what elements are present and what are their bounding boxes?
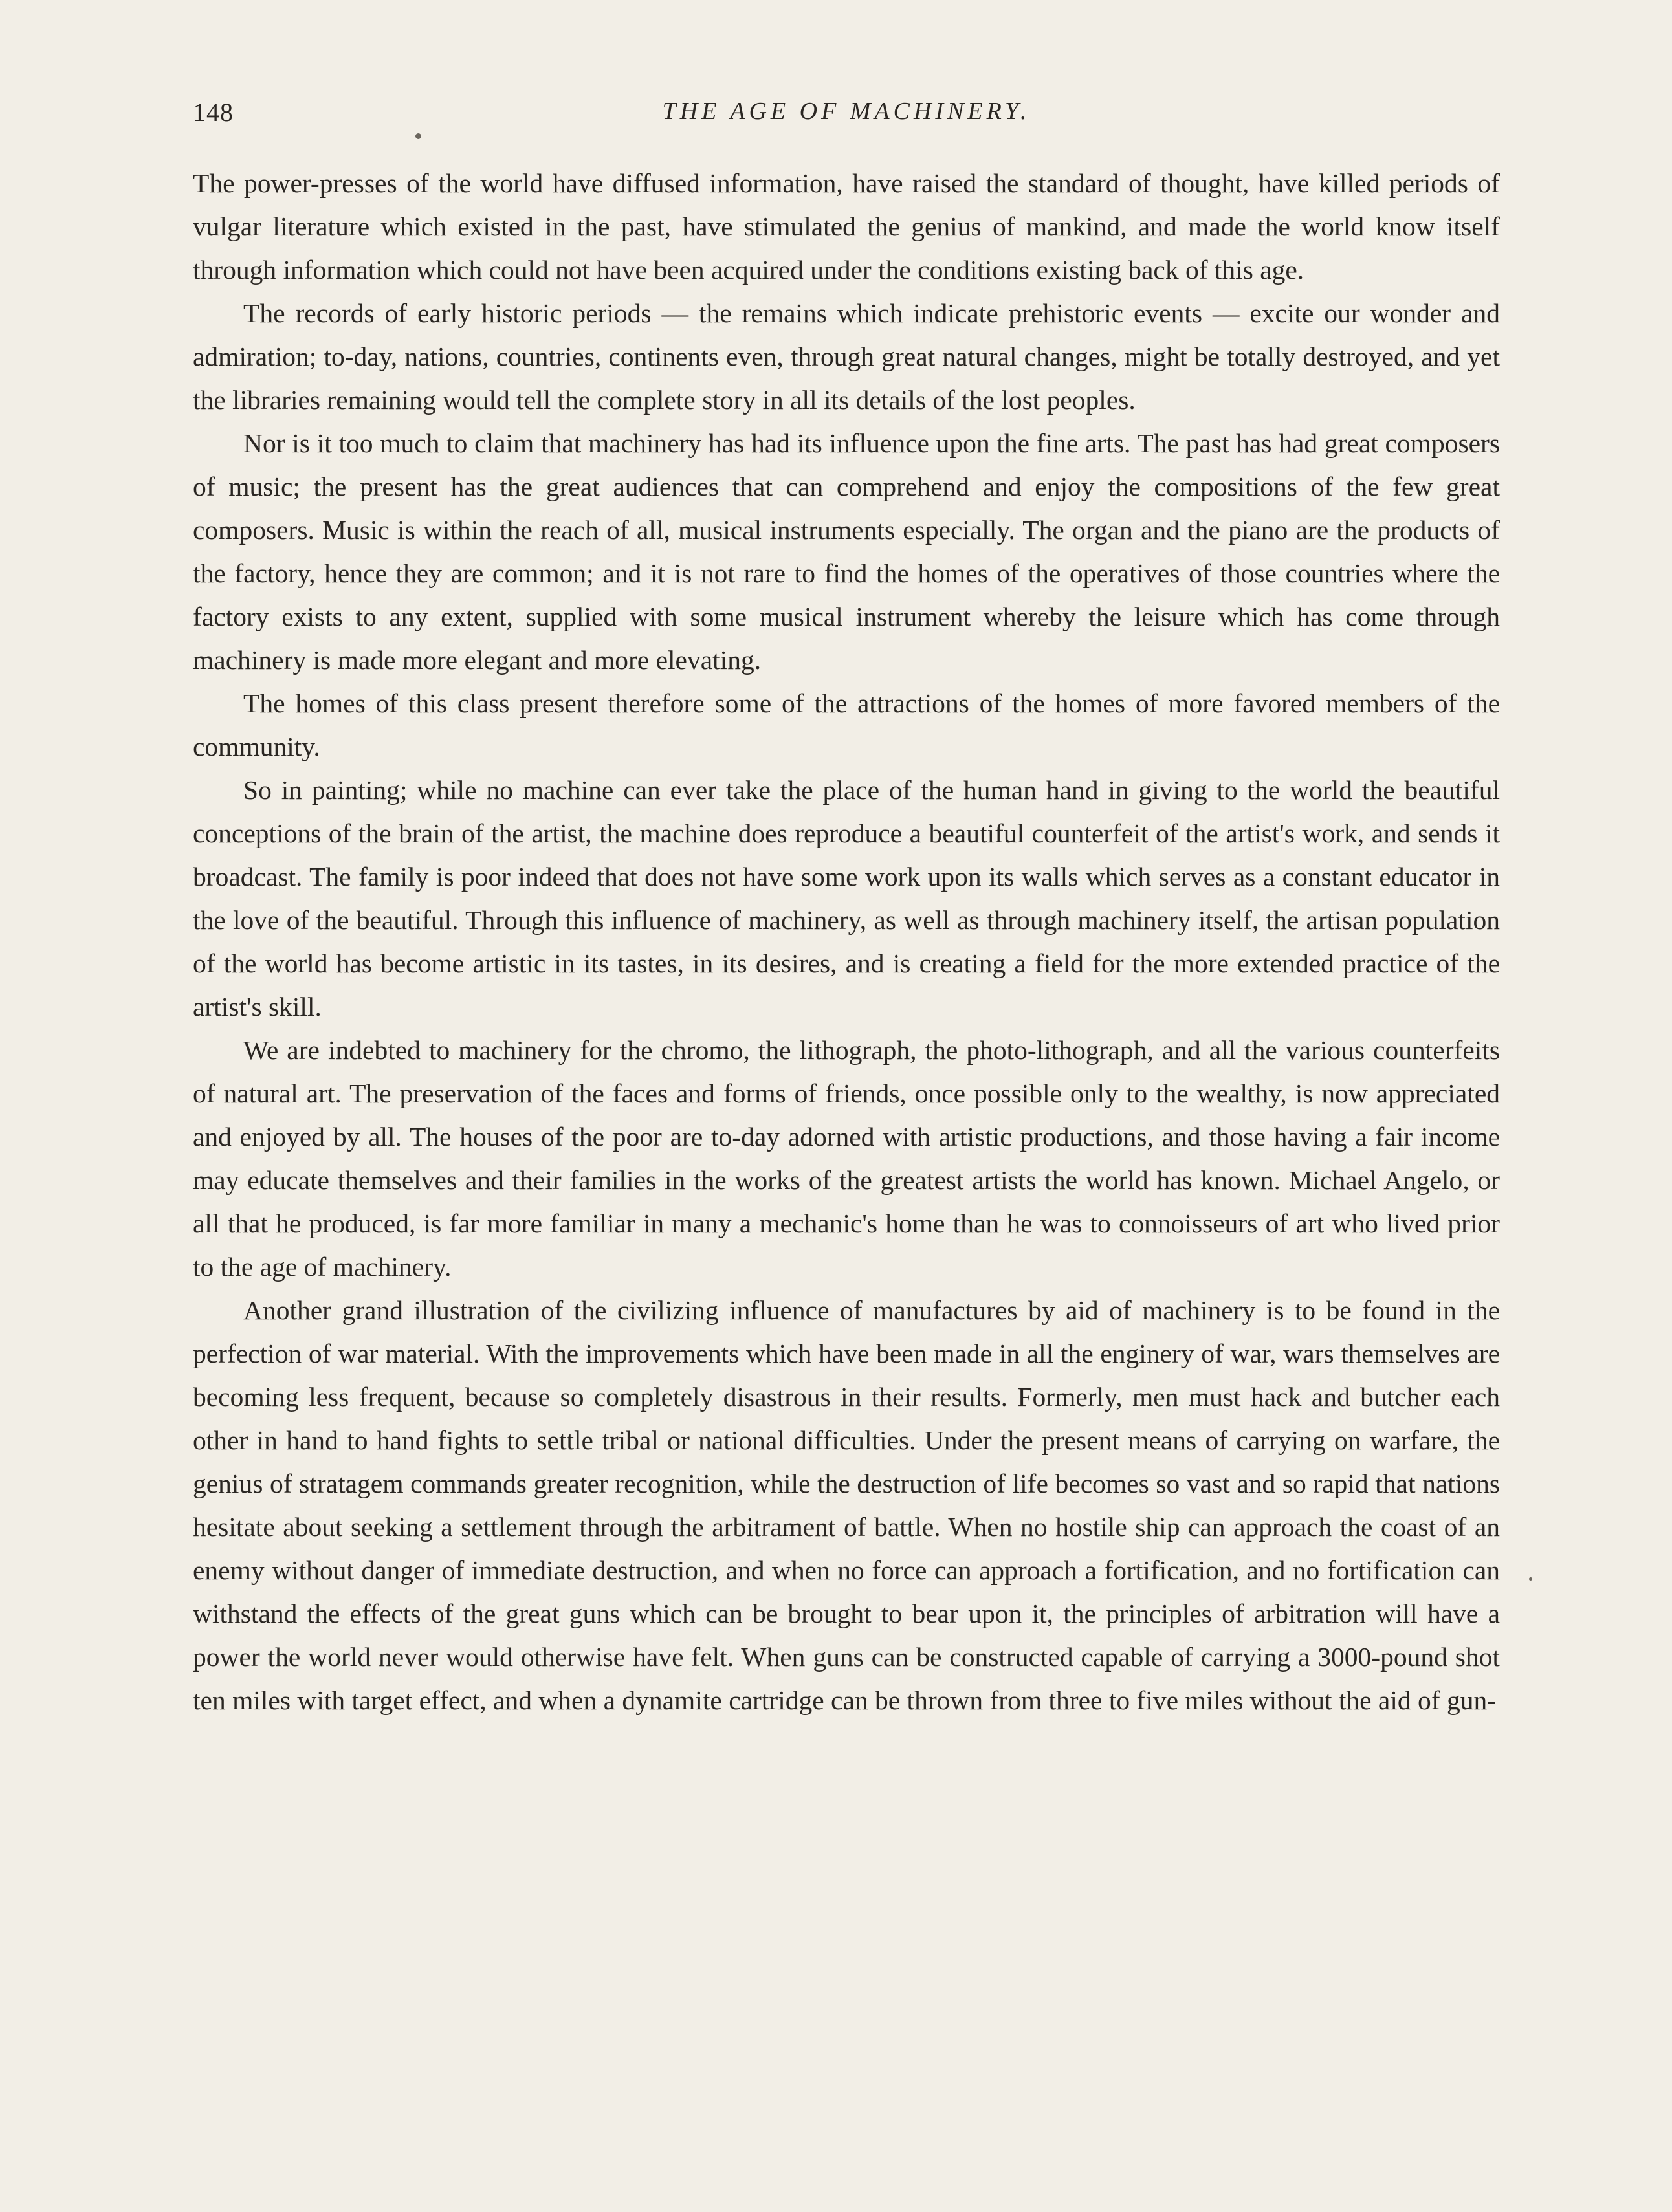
page-header [193, 97, 1500, 136]
ink-speck [1529, 1577, 1532, 1581]
page-number: 148 [193, 98, 234, 127]
paragraph: The power-presses of the world have diffused information, have raised the standard of thought, have killed periods of vulgar literature which existed in the past, have stimulated the genius of mankind, and made the world know itself through information which could not have been acquired under the conditions existing back of this age. [193, 168, 1500, 285]
ink-speck [415, 133, 421, 139]
body-text [193, 162, 1500, 1722]
paragraph: So in painting; while no machine can ever take the place of the human hand in giving to the world the beautiful conceptions of the brain of the artist, the machine does reproduce a beautiful counterfeit of the artist's work, and sends it broadcast. The family is poor indeed that does not have some work upon its walls which serves as a constant educator in the love of the beautiful. Through this influence of machinery, as well as through machinery itself, the artisan population of the world has become artistic in its tastes, in its desires, and is creating a field for the more extended practice of the artist's skill. [193, 775, 1500, 1022]
paragraph: Another grand illustration of the civilizing influence of manufactures by aid of machinery is to be found in the perfection of war material. With the improvements which have been made in all the enginery of war, wars themselves are becoming less frequent, because so completely disastrous in their results. Formerly, men must hack and butcher each other in hand to hand fights to settle tribal or national difficulties. Under the present means of carrying on warfare, the genius of stratagem commands greater recognition, while the destruction of life becomes so vast and so rapid that nations hesitate about seeking a settlement through the arbitrament of battle. When no hostile ship can approach the coast of an enemy without danger of immediate destruction, and when no force can approach a fortification, and no fortification can withstand the effects of the great guns which can be brought to bear upon it, the principles of arbitration will have a power the world never would otherwise have felt. When guns can be constructed capable of carrying a 3000-pound shot ten miles with target effect, and when a dynamite cartridge can be thrown from three to five miles without the aid of gun- [193, 1295, 1500, 1715]
paragraph: Nor is it too much to claim that machinery has had its influence upon the fine arts. The past has had great composers of music; the present has the great audiences that can comprehend and enjoy the compositions of the few great composers. Music is within the reach of all, musical instruments especially. The organ and the piano are the products of the factory, hence they are common; and it is not rare to find the homes of the operatives of those countries where the factory exists to any extent, supplied with some musical instrument whereby the leisure which has come through machinery is made more elegant and more elevating. [193, 428, 1500, 675]
paragraph: We are indebted to machinery for the chromo, the lithograph, the photo-lithograph, and all the various counterfeits of natural art. The preservation of the faces and forms of friends, once possible only to the wealthy, is now appreciated and enjoyed by all. The houses of the poor are to-day adorned with artistic productions, and those having a fair income may educate themselves and their families in the works of the greatest artists the world has known. Michael Angelo, or all that he produced, is far more familiar in many a mechanic's home than he was to connoisseurs of art who lived prior to the age of machinery. [193, 1035, 1500, 1282]
paragraph: The records of early historic periods — the remains which indicate prehistoric events — excite our wonder and admiration; to-day, nations, countries, continents even, through great natural changes, might be totally destroyed, and yet the libraries remaining would tell the complete story in all its details of the lost peoples. [193, 298, 1500, 415]
running-title: THE AGE OF MACHINERY. [662, 98, 1031, 125]
paragraph: The homes of this class present therefore some of the attractions of the homes of more favored members of the community. [193, 688, 1500, 761]
